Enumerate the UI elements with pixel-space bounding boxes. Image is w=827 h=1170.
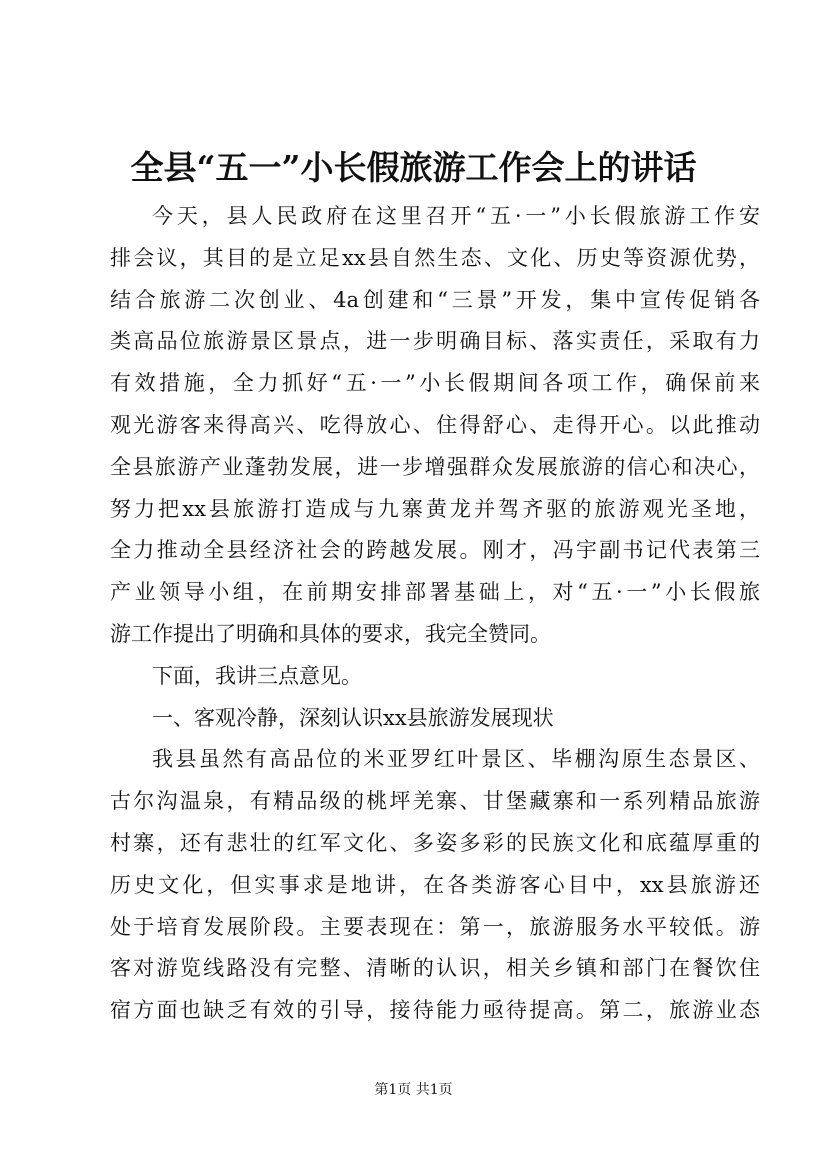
body-text-line: 观光游客来得高兴、吃得放心、住得舒心、走得开心。以此推动 (110, 413, 760, 437)
body-text-line: 古尔沟温泉，有精品级的桃坪羌寨、甘堡藏寨和一系列精品旅游 (110, 789, 760, 814)
body-text-line: 类高品位旅游景区景点，进一步明确目标、落实责任，采取有力 (110, 329, 760, 354)
body-text-line: 全县旅游产业蓬勃发展，进一步增强群众发展旅游的信心和决心， (110, 454, 760, 479)
body-text-line: 排会议，其目的是立足xx县自然生态、文化、历史等资源优势， (110, 245, 760, 270)
body-text-line: 下面，我讲三点意见。 (152, 663, 362, 688)
body-text-line: 历史文化，但实事求是地讲，在各类游客心目中，xx县旅游还 (110, 872, 760, 897)
document-title: 全县“五一”小长假旅游工作会上的讲话 (130, 148, 697, 187)
body-text-line: 宿方面也缺乏有效的引导，接待能力亟待提高。第二，旅游业态 (110, 998, 760, 1023)
body-text-line: 结合旅游二次创业、4a创建和“三景”开发，集中宣传促销各 (110, 287, 760, 312)
body-text-line: 一、客观冷静，深刻认识xx县旅游发展现状 (152, 705, 554, 730)
body-text-line: 产业领导小组，在前期安排部署基础上，对“五·一”小长假旅 (110, 580, 760, 605)
body-text-line: 努力把xx县旅游打造成与九寨黄龙并驾齐驱的旅游观光圣地， (110, 496, 760, 521)
body-text-line: 客对游览线路没有完整、清晰的认识，相关乡镇和部门在餐饮住 (110, 956, 760, 981)
body-text-line: 游工作提出了明确和具体的要求，我完全赞同。 (110, 622, 551, 646)
body-text-line: 全力推动全县经济社会的跨越发展。刚才，冯宇副书记代表第三 (110, 538, 760, 563)
body-text-line: 我县虽然有高品位的米亚罗红叶景区、毕棚沟原生态景区、 (152, 747, 760, 772)
body-text-line: 处于培育发展阶段。主要表现在：第一，旅游服务水平较低。游 (110, 914, 760, 939)
page-footer: 第1页 共1页 (374, 1082, 453, 1098)
body-text-line: 今天，县人民政府在这里召开“五·一”小长假旅游工作安 (152, 204, 760, 228)
body-text-line: 有效措施，全力抓好“五·一”小长假期间各项工作，确保前来 (110, 371, 760, 396)
body-text-line: 村寨，还有悲壮的红军文化、多姿多彩的民族文化和底蕴厚重的 (110, 831, 760, 855)
